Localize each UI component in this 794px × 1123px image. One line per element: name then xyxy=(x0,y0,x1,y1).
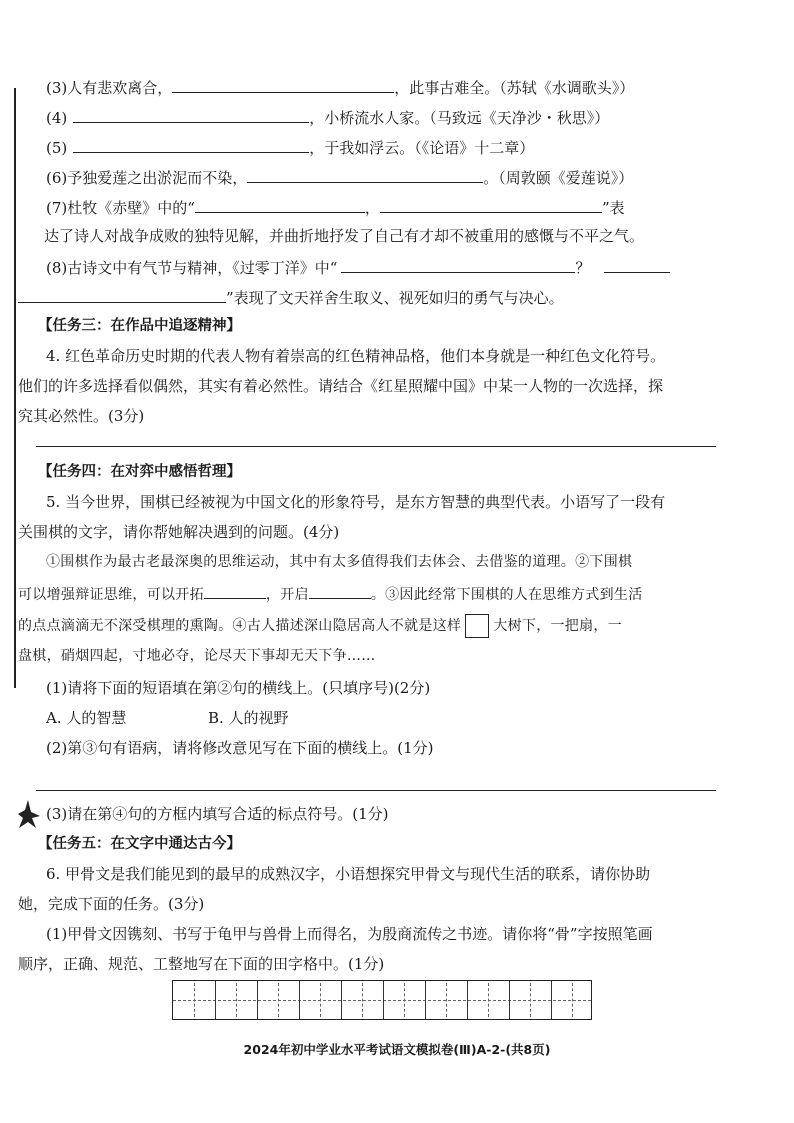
binding-margin-line xyxy=(14,88,16,688)
question-6-line xyxy=(46,166,633,188)
option-a: A. 人的智慧 xyxy=(46,709,127,727)
grid-vertical-guide xyxy=(362,983,363,1017)
passage-line2-a: 可以增强辩证思维，可以开拓 xyxy=(18,587,204,603)
task4-heading: 【任务四：在对弈中感悟哲理】 xyxy=(38,464,241,480)
passage-line2 xyxy=(18,582,643,605)
punctuation-box[interactable] xyxy=(465,614,489,638)
grid-cell-divider xyxy=(425,981,426,1019)
passage-line3 xyxy=(18,614,622,638)
task3-q4-line3: 究其必然性。(3分) xyxy=(18,407,145,425)
question-8-line-2 xyxy=(18,286,564,308)
task4-q5-line1: 5. 当今世界，围棋已经被视为中国文化的形象符号，是东方智慧的典型代表。小语写了一段有 xyxy=(46,493,666,511)
q8-blank-2[interactable] xyxy=(604,256,670,273)
task3-q4-line1: 4. 红色革命历史时期的代表人物有着崇高的红色精神品格，他们本身就是一种红色文化符号。 xyxy=(46,347,666,365)
q8-blank-1[interactable] xyxy=(341,256,575,273)
task5-sub1-line2: 顺序，正确、规范、工整地写在下面的田字格中。(1分) xyxy=(18,955,385,973)
q7-text-b: ， xyxy=(364,199,380,217)
q8-text-b: ？ xyxy=(575,259,591,277)
task5-q6-line2: 她，完成下面的任务。(3分) xyxy=(18,895,205,913)
question-8-line xyxy=(46,256,670,278)
q6-text-b: 。（周敦颐《爱莲说》） xyxy=(483,169,634,187)
passage-line2-c: 。③因此经常下围棋的人在思维方式到生活 xyxy=(370,587,643,603)
grid-cell-divider xyxy=(215,981,216,1019)
grid-vertical-guide xyxy=(488,983,489,1017)
option-b: B. 人的视野 xyxy=(208,709,289,727)
task4-answer-line[interactable] xyxy=(36,790,716,791)
question-7-line xyxy=(46,196,625,218)
q7-text-c: ”表 xyxy=(601,199,625,217)
passage-blank-2[interactable] xyxy=(309,582,371,599)
grid-vertical-guide xyxy=(194,983,195,1017)
task5-q6-line1: 6. 甲骨文是我们能见到的最早的成熟汉字，小语想探究甲骨文与现代生活的联系，请你协助 xyxy=(46,865,651,883)
grid-cell-divider xyxy=(341,981,342,1019)
q7-blank-1[interactable] xyxy=(195,196,365,213)
question-3-line xyxy=(46,76,634,98)
q8-text-c: ”表现了文天祥舍生取义、视死如归的勇气与决心。 xyxy=(226,289,564,307)
q6-blank[interactable] xyxy=(247,166,483,183)
q8-text-a: (8)古诗文中有气节与精神，《过零丁洋》中“ xyxy=(46,259,338,277)
task3-heading: 【任务三：在作品中追逐精神】 xyxy=(38,318,241,334)
task4-q5-line2: 关围棋的文字，请你帮她解决遇到的问题。(4分) xyxy=(18,523,340,541)
q5-blank[interactable] xyxy=(73,136,309,153)
task3-answer-line[interactable] xyxy=(36,446,716,447)
grid-vertical-guide xyxy=(446,983,447,1017)
grid-vertical-guide xyxy=(320,983,321,1017)
task4-sub2: (2)第③句有语病，请将修改意见写在下面的横线上。(1分) xyxy=(46,739,434,757)
passage-line3-a: 的点点滴滴无不深受棋理的熏陶。④古人描述深山隐居高人不就是这样 xyxy=(18,618,462,634)
grid-vertical-guide xyxy=(530,983,531,1017)
task4-sub3: (3)请在第④句的方框内填写合适的标点符号。(1分) xyxy=(46,805,389,823)
grid-vertical-guide xyxy=(404,983,405,1017)
grid-cell-divider xyxy=(299,981,300,1019)
task3-q4-line2: 他们的许多选择看似偶然，其实有着必然性。请结合《红星照耀中国》中某一人物的一次选择，探 xyxy=(18,377,664,395)
bird-doodle-icon xyxy=(14,798,42,834)
passage-line3-b: 大树下，一把扇，一 xyxy=(493,618,623,634)
grid-cell-divider xyxy=(467,981,468,1019)
q7-blank-2[interactable] xyxy=(380,196,602,213)
page-footer: 2024年初中学业水平考试语文模拟卷(Ⅲ)A-2-(共8页) xyxy=(243,1042,551,1057)
task5-heading: 【任务五：在文字中通达古今】 xyxy=(38,836,241,852)
grid-cell-divider xyxy=(257,981,258,1019)
q7-text-a: (7)杜牧《赤壁》中的“ xyxy=(46,199,195,217)
q3-blank[interactable] xyxy=(172,76,394,93)
grid-vertical-guide xyxy=(572,983,573,1017)
task5-sub1-line1: (1)甲骨文因镌刻、书写于龟甲与兽骨上而得名，为殷商流传之书迹。请你将“骨”字按照笔画 xyxy=(46,925,653,943)
passage-line4: 盘棋，硝烟四起，寸地必夺，论尽天下事却无天下争…… xyxy=(18,648,376,664)
grid-cell-divider xyxy=(383,981,384,1019)
grid-cell-divider xyxy=(551,981,552,1019)
question-5-line xyxy=(46,136,534,158)
question-4-line xyxy=(46,106,609,128)
passage-blank-1[interactable] xyxy=(204,582,266,599)
grid-cell-divider xyxy=(509,981,510,1019)
q4-text-a: (4) xyxy=(46,109,68,127)
q4-blank[interactable] xyxy=(73,106,309,123)
passage-line2-b: ，开启 xyxy=(265,587,309,603)
tianzige-writing-grid[interactable] xyxy=(172,980,592,1020)
q3-text-b: ，此事古难全。（苏轼《水调歌头》） xyxy=(394,79,635,97)
grid-vertical-guide xyxy=(236,983,237,1017)
q4-text-b: ，小桥流水人家。（马致远《天净沙・秋思》） xyxy=(309,109,610,127)
question-7-line-2: 达了诗人对战争成败的独特见解，并曲折地抒发了自己有才却不被重用的感慨与不平之气。 xyxy=(44,227,645,245)
passage-line1: ①围棋作为最古老最深奥的思维运动，其中有太多值得我们去体会、去借鉴的道理。②下围棋 xyxy=(46,554,633,570)
task4-sub1: (1)请将下面的短语填在第②句的横线上。(只填序号)(2分) xyxy=(46,679,431,697)
q6-text-a: (6)予独爱莲之出淤泥而不染， xyxy=(46,169,248,187)
grid-vertical-guide xyxy=(278,983,279,1017)
q5-text-b: ，于我如浮云。（《论语》十二章） xyxy=(309,139,535,157)
q8-blank-3[interactable] xyxy=(18,286,226,303)
q5-text-a: (5) xyxy=(46,139,68,157)
q3-text-a: (3)人有悲欢离合， xyxy=(46,79,173,97)
